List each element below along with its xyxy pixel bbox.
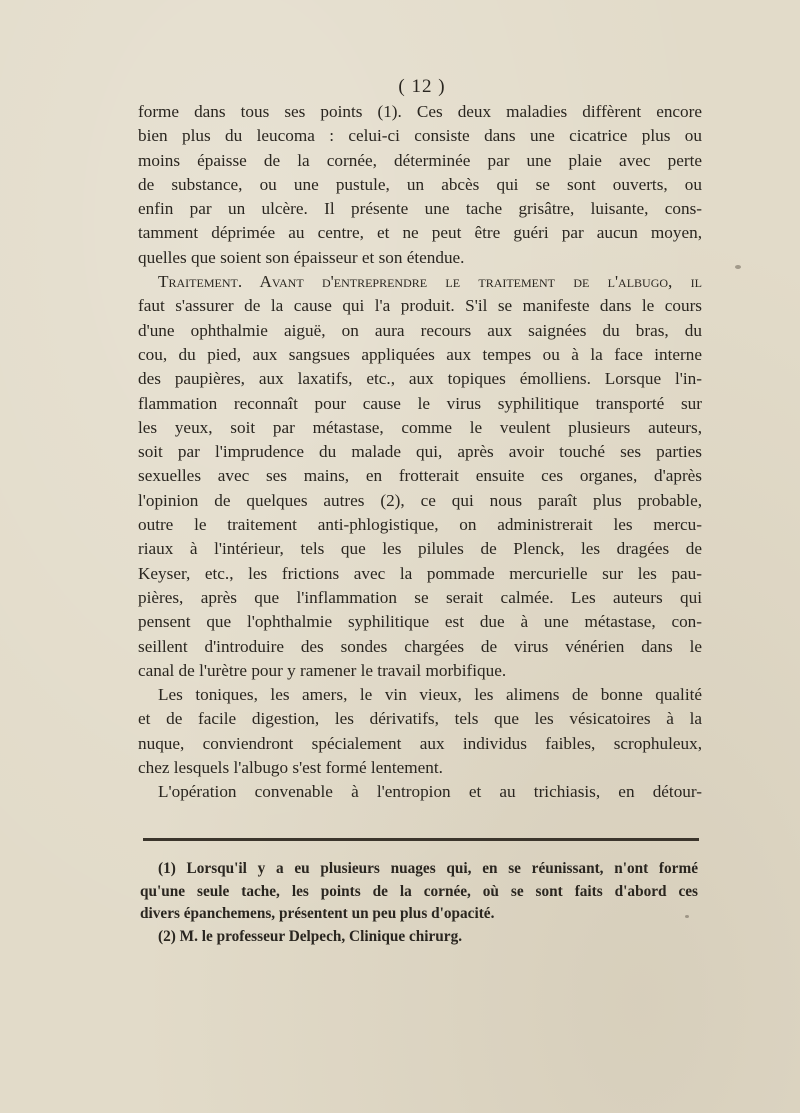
main-text-block: [138, 100, 702, 805]
text-line: seillent d'introduire des sondes chargées de virus vénérien dans le: [138, 636, 702, 656]
text-line: des paupières, aux laxatifs, etc., aux topiques émolliens. Lorsque l'in-: [138, 369, 702, 389]
text-line: bien plus du leucoma : celui-ci consiste dans une cicatrice plus ou: [138, 126, 702, 146]
footnote-line: divers épanchemens, présentent un peu plus d'opacité.: [140, 905, 495, 922]
text-line: cou, du pied, aux sangsues appliquées aux tempes ou à la face interne: [138, 344, 702, 364]
footnotes-block: [140, 858, 698, 948]
text-line: l'opinion de quelques autres (2), ce qui nous paraît plus probable,: [138, 490, 702, 510]
paper-speck: [685, 915, 689, 918]
page-number: ( 12 ): [398, 76, 446, 97]
text-line: L'opération convenable à l'entropion et au trichiasis, en détour-: [158, 782, 702, 802]
text-line: chez lesquels l'albugo s'est formé lentement.: [138, 758, 443, 778]
text-line: et de facile digestion, les dérivatifs, tels que les vésicatoires à la: [138, 709, 702, 729]
footnote-line: qu'une seule tache, les points de la cornée, où se sont faits d'abord ces: [140, 882, 698, 900]
text-line: outre le traitement anti-phlogistique, on administrerait les mercu-: [138, 515, 702, 535]
text-line: enfin par un ulcère. Il présente une tache grisâtre, luisante, cons-: [138, 199, 702, 219]
footnote-line: (2) M. le professeur Delpech, Clinique chirurg.: [158, 927, 463, 945]
text-line: de substance, ou une pustule, un abcès qui se sont ouverts, ou: [138, 174, 702, 194]
text-line: moins épaisse de la cornée, déterminée par une plaie avec perte: [138, 150, 702, 170]
text-line: quelles que soient son épaisseur et son étendue.: [138, 247, 465, 267]
text-line: Les toniques, les amers, le vin vieux, les alimens de bonne qualité: [158, 685, 702, 705]
text-line: riaux à l'intérieur, tels que les pilules de Plenck, les dragées de: [138, 539, 702, 559]
section-heading-line: Traitement. Avant d'entreprendre le traitement de l'albugo, il: [158, 272, 702, 292]
footnote-line: (1) Lorsqu'il y a eu plusieurs nuages qui, en se réunissant, n'ont formé: [158, 860, 698, 877]
text-line: pières, après que l'inflammation se serait calmée. Les auteurs qui: [138, 587, 702, 607]
text-line: canal de l'urètre pour y ramener le travail morbifique.: [138, 660, 507, 680]
text-line: les yeux, soit par métastase, comme le veulent plusieurs auteurs,: [138, 417, 702, 437]
paper-speck: [735, 265, 741, 269]
footnote-separator-rule: [143, 838, 699, 841]
text-line: soit par l'imprudence du malade qui, après avoir touché ses parties: [138, 442, 702, 462]
text-line: faut s'assurer de la cause qui l'a produit. S'il se manifeste dans le cours: [138, 296, 702, 316]
text-line: sexuelles avec ses mains, en frotterait ensuite ces organes, d'après: [138, 466, 702, 486]
text-line: Keyser, etc., les frictions avec la pommade mercurielle sur les pau-: [138, 563, 702, 583]
text-line: flammation reconnaît pour cause le virus syphilitique transporté sur: [138, 393, 702, 413]
text-line: tamment déprimée au centre, et ne peut être guéri par aucun moyen,: [138, 223, 702, 243]
text-line: d'une ophthalmie aiguë, on aura recours aux saignées du bras, du: [138, 320, 702, 340]
text-line: forme dans tous ses points (1). Ces deux maladies diffèrent encore: [138, 102, 702, 121]
text-line: nuque, conviendront spécialement aux individus faibles, scrophuleux,: [138, 733, 702, 753]
text-line: pensent que l'ophthalmie syphilitique est due à une métastase, con-: [138, 612, 702, 632]
